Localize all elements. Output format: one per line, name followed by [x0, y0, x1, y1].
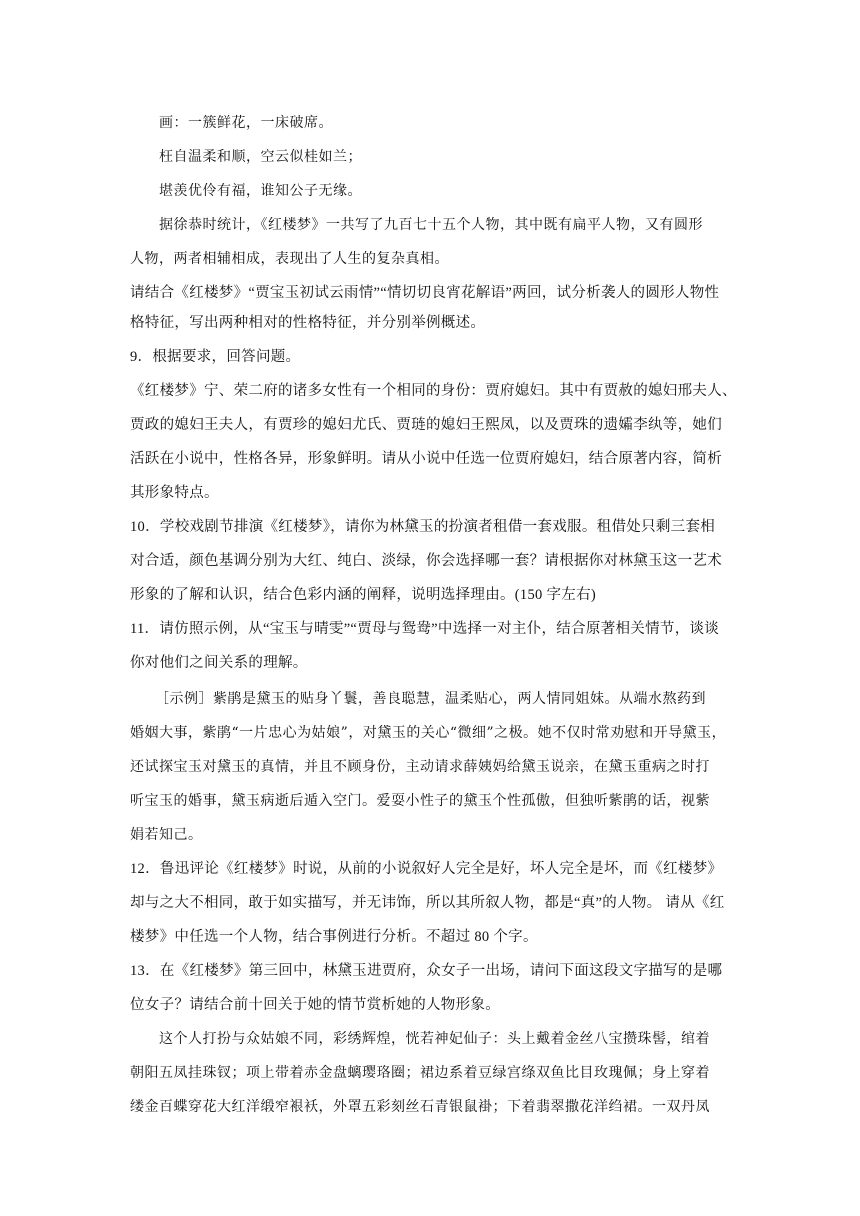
- question-11-line-2: 你对他们之间关系的理解。: [130, 655, 308, 671]
- question-9-line-1: 《红楼梦》宁、荣二府的诸多女性有一个相同的身份：贾府媳妇。其中有贾赦的媳妇邢夫人、: [130, 383, 737, 399]
- question-10-line-2: 对合适，颜色基调分别为大红、纯白、淡绿，你会选择哪一套？请根据你对林黛玉这一艺术: [130, 553, 722, 569]
- question-9-line-3: 活跃在小说中，性格各异，形象鲜明。请从小说中任选一位贾府媳妇，结合原著内容，简析: [130, 451, 722, 467]
- question-10-line-3: 形象的了解和认识，结合色彩内涵的阐释，说明选择理由。(150 字左右): [130, 587, 597, 603]
- question-9-line-4: 其形象特点。: [130, 485, 219, 501]
- question-9-heading: 9．根据要求，回答问题。: [130, 349, 301, 365]
- passage-line-1: 据徐恭时统计，《红楼梦》一共写了九百七十五个人物，其中既有扁平人物，又有圆形: [159, 217, 703, 233]
- excerpt-line-1: 这个人打扮与众姑娘不同，彩绣辉煌，恍若神妃仙子：头上戴着金丝八宝攒珠髻，绾着: [159, 1031, 710, 1047]
- poem-line-3: 堪羡优伶有福，谁知公子无缘。: [159, 183, 362, 199]
- question-11-line-1: 11．请仿照示例，从“宝玉与晴雯”“贾母与鸳鸯”中选择一对主仆，结合原著相关情节，谈谈: [130, 621, 720, 637]
- excerpt-line-3: 缕金百蝶穿花大红洋缎窄裉袄，外罩五彩刻丝石青银鼠褂；下着翡翠撒花洋绉裙。一双丹凤: [130, 1099, 710, 1115]
- question-10-line-1: 10．学校戏剧节排演《红楼梦》，请你为林黛玉的扮演者租借一套戏服。租借处只剩三套相: [130, 519, 716, 535]
- question-12-line-1: 12．鲁迅评论《红楼梦》时说，从前的小说叙好人完全是好，坏人完全是坏，而《红楼梦》: [130, 861, 723, 877]
- question-8-line-2: 格特征，写出两种相对的性格特征，并分别举例概述。: [130, 315, 486, 331]
- excerpt-line-2: 朝阳五凤挂珠钗；项上带着赤金盘螭璎珞圈；裙边系着豆绿宫绦双鱼比目玫瑰佩；身上穿着: [130, 1065, 710, 1081]
- question-12-line-3: 楼梦》中任选一个人物，结合事例进行分析。不超过 80 个字。: [130, 929, 538, 945]
- question-13-line-1: 13．在《红楼梦》第三回中，林黛玉进贾府，众女子一出场，请问下面这段文字描写的是哪: [130, 963, 723, 979]
- passage-line-2: 人物，两者相辅相成，表现出了人生的复杂真相。: [130, 251, 449, 267]
- example-line-4: 听宝玉的婚事，黛玉病逝后遁入空门。爱耍小性子的黛玉个性孤傲，但独听紫鹃的话，视紫: [130, 793, 710, 809]
- question-12-line-2: 却与之大不相同，敢于如实描写，并无讳饰，所以其所叙人物，都是“真”的人物。 请从《红: [130, 895, 725, 911]
- question-9-line-2: 贾政的媳妇王夫人，有贾珍的媳妇尤氏、贾琏的媳妇王熙凤，以及贾珠的遗孀李纨等，她们: [130, 417, 722, 433]
- example-line-1: ［示例］紫鹃是黛玉的贴身丫鬟，善良聪慧，温柔贴心，两人情同姐妹。从端水熬药到: [155, 691, 706, 707]
- example-line-2: 婚姻大事，紫鹃“一片忠心为姑娘”，对黛玉的关心“微细”之极。她不仅时常劝慰和开导黛玉，: [130, 725, 727, 741]
- poem-line-1: 画：一簇鲜花，一床破席。: [159, 115, 333, 131]
- poem-line-2: 枉自温柔和顺，空云似桂如兰；: [159, 149, 362, 165]
- example-line-3: 还试探宝玉对黛玉的真情，并且不顾身份，主动请求薛姨妈给黛玉说亲，在黛玉重病之时打: [130, 759, 710, 775]
- example-line-5: 娟若知己。: [130, 827, 203, 843]
- question-8-line-1: 请结合《红楼梦》“贾宝玉初试云雨情”“情切切良宵花解语”两回，试分析袭人的圆形人物性: [130, 285, 720, 301]
- question-13-line-2: 位女子？请结合前十回关于她的情节赏析她的人物形象。: [130, 997, 500, 1013]
